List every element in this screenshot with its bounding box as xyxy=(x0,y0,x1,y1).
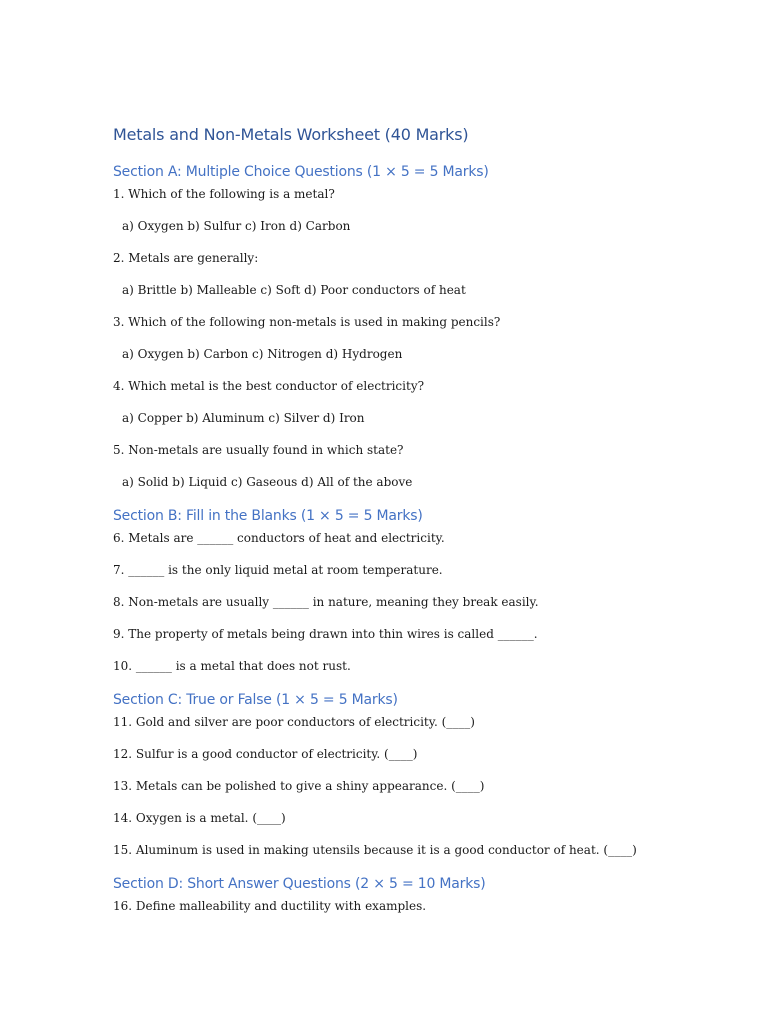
question-6: 6. Metals are ______ conductors of heat and electricity. xyxy=(113,531,445,545)
question-16: 16. Define malleability and ductility with examples. xyxy=(113,899,427,913)
question-14: 14. Oxygen is a metal. (____) xyxy=(113,811,286,825)
question-1-options: a) Oxygen b) Sulfur c) Iron d) Carbon xyxy=(122,219,351,233)
section-b-heading: Section B: Fill in the Blanks (1 × 5 = 5 Marks) xyxy=(113,508,423,524)
question-2-options: a) Brittle b) Malleable c) Soft d) Poor conductors of heat xyxy=(122,283,466,297)
question-5-options: a) Solid b) Liquid c) Gaseous d) All of the above xyxy=(122,475,413,489)
question-11: 11. Gold and silver are poor conductors of electricity. (____) xyxy=(113,715,475,729)
question-9: 9. The property of metals being drawn into thin wires is called ______. xyxy=(113,627,538,641)
question-13: 13. Metals can be polished to give a shiny appearance. (____) xyxy=(113,779,485,793)
section-d-heading: Section D: Short Answer Questions (2 × 5 = 10 Marks) xyxy=(113,876,486,892)
question-7: 7. ______ is the only liquid metal at room temperature. xyxy=(113,563,443,577)
section-a-heading: Section A: Multiple Choice Questions (1 × 5 = 5 Marks) xyxy=(113,164,489,180)
section-c-heading: Section C: True or False (1 × 5 = 5 Marks) xyxy=(113,692,398,708)
question-3: 3. Which of the following non-metals is used in making pencils? xyxy=(113,315,501,329)
question-2: 2. Metals are generally: xyxy=(113,251,259,265)
question-1: 1. Which of the following is a metal? xyxy=(113,187,335,201)
question-8: 8. Non-metals are usually ______ in nature, meaning they break easily. xyxy=(113,595,539,609)
question-5: 5. Non-metals are usually found in which state? xyxy=(113,443,404,457)
worksheet-title: Metals and Non-Metals Worksheet (40 Marks) xyxy=(113,125,469,144)
question-4-options: a) Copper b) Aluminum c) Silver d) Iron xyxy=(122,411,365,425)
question-3-options: a) Oxygen b) Carbon c) Nitrogen d) Hydrogen xyxy=(122,347,403,361)
question-4: 4. Which metal is the best conductor of electricity? xyxy=(113,379,425,393)
question-10: 10. ______ is a metal that does not rust. xyxy=(113,659,351,673)
question-12: 12. Sulfur is a good conductor of electricity. (____) xyxy=(113,747,418,761)
question-15: 15. Aluminum is used in making utensils because it is a good conductor of heat. (____) xyxy=(113,843,637,857)
